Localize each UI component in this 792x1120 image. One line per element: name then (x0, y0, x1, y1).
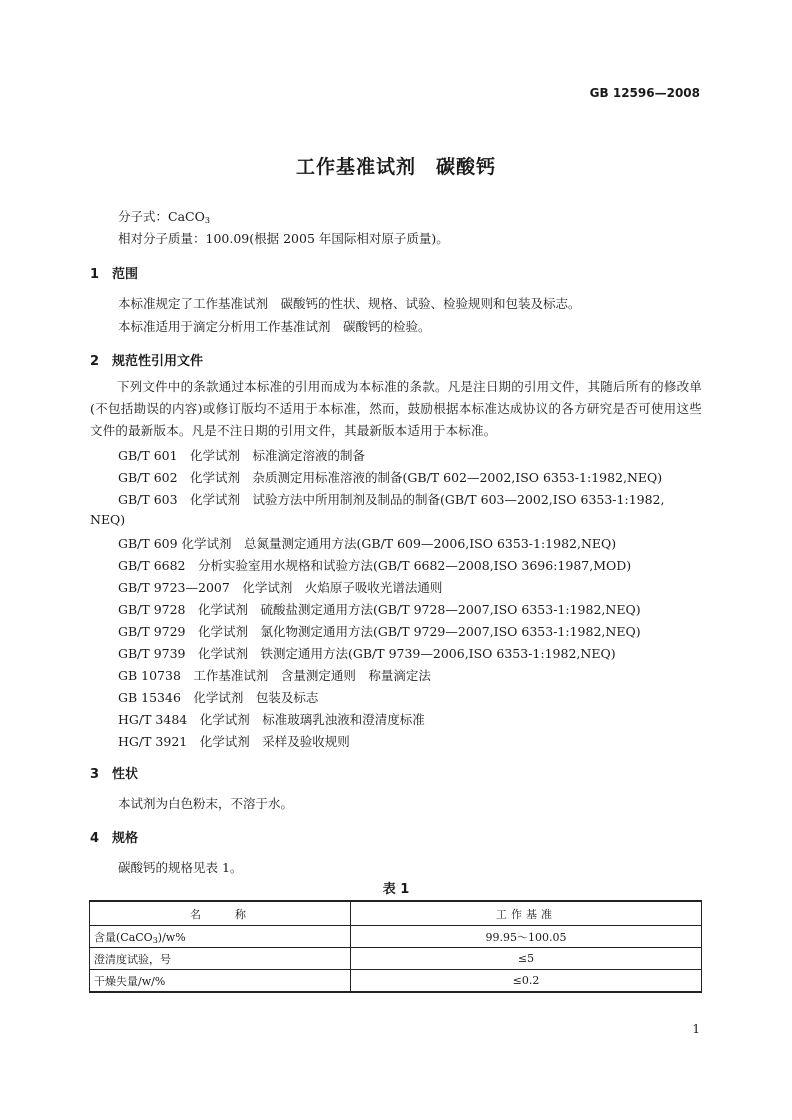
row-value-cell: ≤5 (351, 948, 702, 970)
row-value-cell: 99.95～100.05 (351, 926, 702, 948)
table-row (90, 970, 702, 993)
molecular-formula (118, 207, 210, 225)
table-header-row (90, 901, 702, 926)
section-2-intro: 下列文件中的条款通过本标准的引用而成为本标准的条款。凡是注日期的引用文件，其随后所有的修改单(不包括勘误的内容)或修订版均不适用于本标准，然而，鼓励根据本标准达成协议的各方研究是否可使用这些文件的最新版本。凡是不注日期的引用文件，其最新版本适用于本标准。 (90, 379, 702, 438)
row-name-cell (90, 926, 351, 948)
reference-item: GB/T 602 化学试剂 杂质测定用标准溶液的制备(GB/T 602—2002,ISO 6353-1:1982,NEQ) (118, 470, 663, 485)
reference-item: GB/T 609 化学试剂 总氮量测定通用方法(GB/T 609—2006,ISO 6353-1:1982,NEQ) (118, 536, 617, 551)
header-value-cell: 工作基准 (351, 901, 702, 926)
table-row (90, 948, 702, 970)
page-number: 1 (692, 1022, 700, 1036)
section-4-paragraph: 碳酸钙的规格见表 1。 (118, 860, 243, 875)
table-caption: 表 1 (382, 882, 410, 897)
reference-item: GB/T 9723—2007 化学试剂 火焰原子吸收光谱法通则 (118, 580, 443, 595)
reference-item: GB/T 6682 分析实验室用水规格和试验方法(GB/T 6682—2008,ISO 3696:1987,MOD) (118, 558, 632, 573)
section-3-paragraph: 本试剂为白色粉末，不溶于水。 (118, 796, 294, 811)
formula-label: 分子式：CaCO (118, 209, 205, 224)
header-name-cell: 名 称 (90, 901, 351, 926)
row-name-subscript: 3 (152, 935, 158, 945)
document-title: 工作基准试剂 碳酸钙 (295, 156, 496, 178)
section-1-title: 1 范围 (90, 267, 139, 282)
reference-item: GB/T 603 化学试剂 试验方法中所用制剂及制品的制备(GB/T 603—2002,ISO 6353-1:1982, (118, 492, 665, 507)
section-2-title: 2 规范性引用文件 (90, 354, 204, 369)
row-name-part: 含量(CaCO (94, 930, 153, 944)
reference-item: GB/T 9739 化学试剂 铁测定通用方法(GB/T 9739—2006,ISO 6353-1:1982,NEQ) (118, 646, 616, 661)
reference-item: GB/T 9729 化学试剂 氯化物测定通用方法(GB/T 9729—2007,ISO 6353-1:1982,NEQ) (118, 624, 641, 639)
reference-item: HG/T 3484 化学试剂 标准玻璃乳浊液和澄清度标准 (118, 712, 425, 727)
reference-item: GB 10738 工作基准试剂 含量测定通则 称量滴定法 (118, 668, 431, 683)
row-name-cell: 干燥失量/w/% (90, 970, 351, 993)
section-3-title: 3 性状 (90, 767, 139, 782)
section-1-paragraph: 本标准规定了工作基准试剂 碳酸钙的性状、规格、试验、检验规则和包装及标志。 (118, 296, 581, 311)
reference-item-continued: NEQ) (90, 512, 126, 527)
reference-item: GB/T 601 化学试剂 标准滴定溶液的制备 (118, 448, 366, 463)
formula-subscript: 3 (204, 216, 210, 225)
reference-item: GB 15346 化学试剂 包装及标志 (118, 690, 319, 705)
standard-number: GB 12596—2008 (589, 86, 700, 100)
reference-item: HG/T 3921 化学试剂 采样及验收规则 (118, 734, 350, 749)
table-row (90, 926, 702, 948)
molar-mass: 相对分子质量：100.09(根据 2005 年国际相对原子质量)。 (118, 231, 449, 246)
specification-table (89, 900, 702, 993)
section-4-title: 4 规格 (90, 831, 139, 846)
row-value-cell: ≤0.2 (351, 970, 702, 993)
row-name-cell: 澄清度试验，号 (90, 948, 351, 970)
reference-item: GB/T 9728 化学试剂 硫酸盐测定通用方法(GB/T 9728—2007,ISO 6353-1:1982,NEQ) (118, 602, 641, 617)
section-1-paragraph: 本标准适用于滴定分析用工作基准试剂 碳酸钙的检验。 (118, 319, 431, 334)
row-name-part: )/w% (157, 930, 186, 944)
